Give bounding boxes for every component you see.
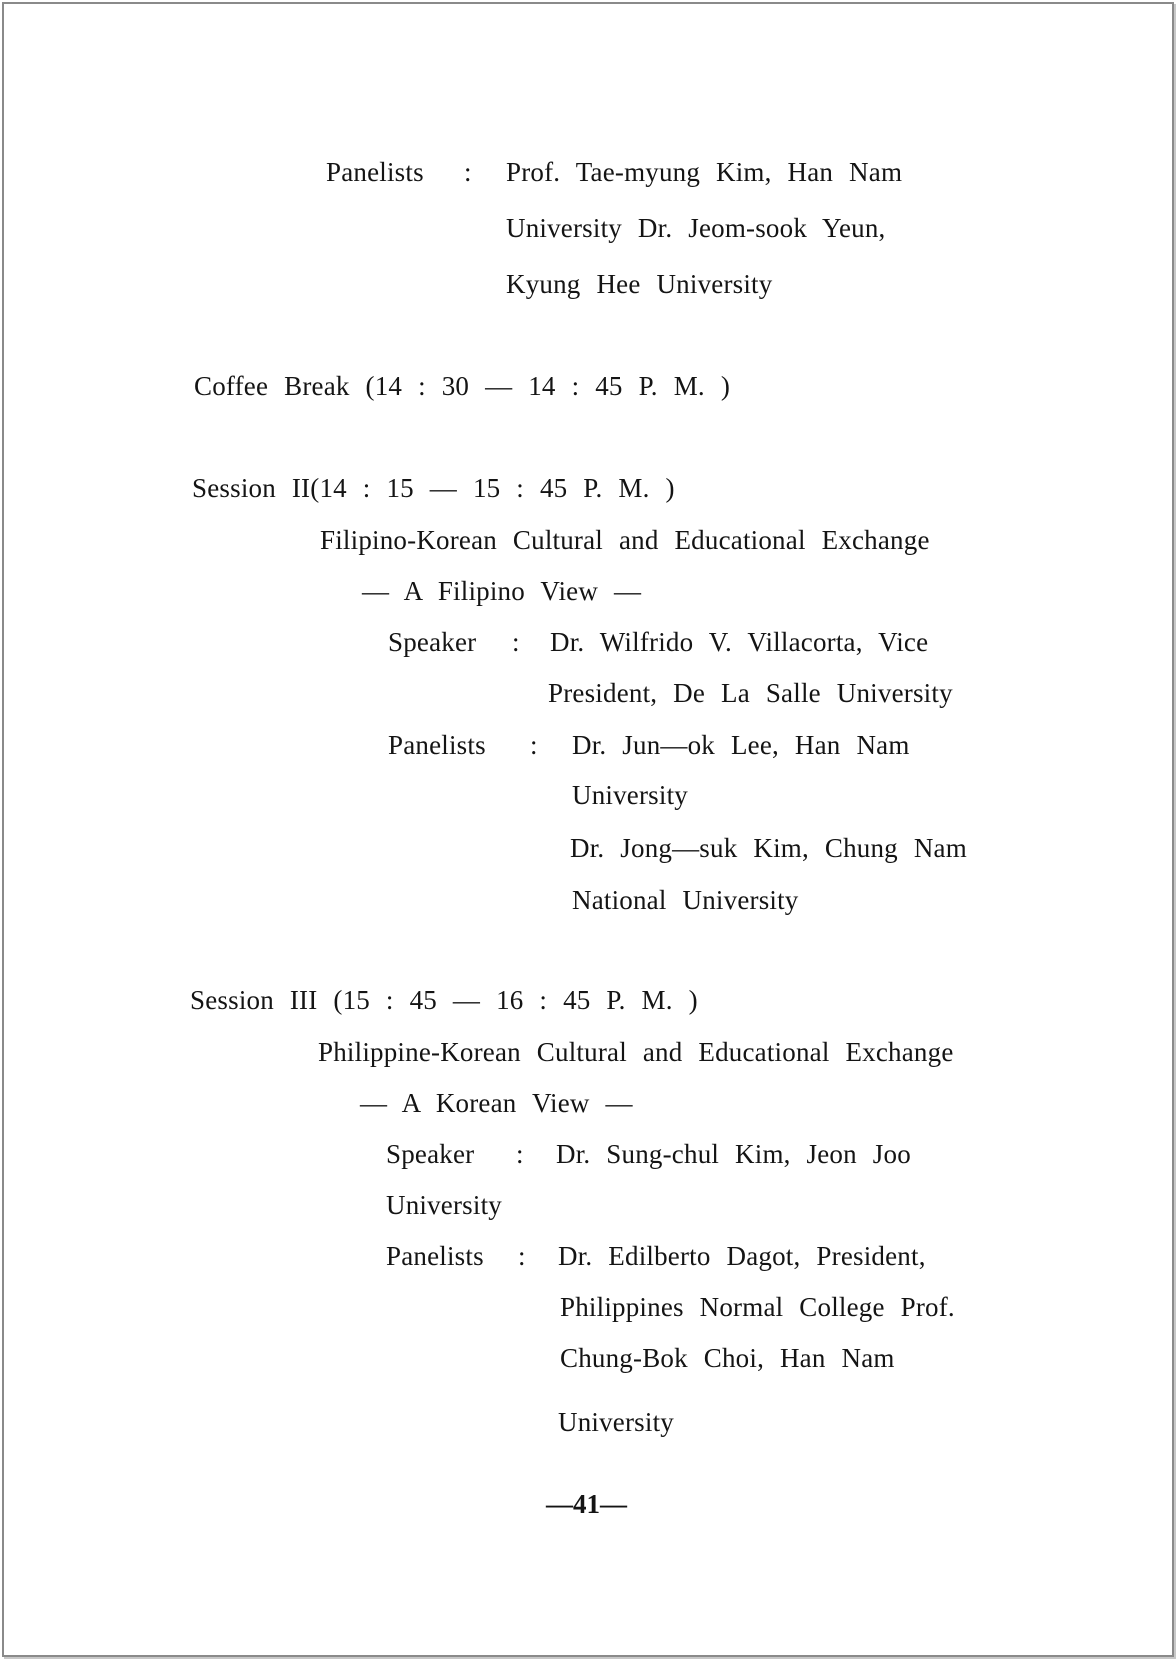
panelists-colon: :	[464, 157, 472, 187]
session-2-speaker-line: President, De La Salle University	[548, 678, 953, 708]
session-3-speaker-colon: :	[516, 1139, 524, 1169]
panelists-label: Panelists	[326, 157, 424, 187]
session-3-heading: Session III (15 : 45 — 16 : 45 P. M. )	[190, 985, 698, 1015]
session-3-panelists-label: Panelists	[386, 1241, 484, 1271]
session-3-panelist-line: University	[558, 1407, 674, 1437]
panelist-line: Kyung Hee University	[506, 269, 773, 299]
session-3-panelist-line: Dr. Edilberto Dagot, President,	[558, 1241, 926, 1271]
session-2-speaker-colon: :	[512, 627, 520, 657]
document-page	[2, 2, 1174, 1657]
coffee-break-line: Coffee Break (14 : 30 — 14 : 45 P. M. )	[194, 371, 731, 401]
session-3-panelist-line: Philippines Normal College Prof.	[560, 1292, 955, 1322]
session-3-title: Philippine-Korean Cultural and Educational Exchange	[318, 1037, 954, 1067]
session-2-panelist-line: Dr. Jun—ok Lee, Han Nam	[572, 730, 910, 760]
session-3-speaker-line: University	[386, 1190, 502, 1220]
session-3-panelists-colon: :	[518, 1241, 526, 1271]
session-2-panelist-line: Dr. Jong—suk Kim, Chung Nam	[570, 833, 967, 863]
session-3-speaker-label: Speaker	[386, 1139, 475, 1169]
session-2-title: Filipino-Korean Cultural and Educational Exchange	[320, 525, 930, 555]
session-2-panelists-label: Panelists	[388, 730, 486, 760]
page-number: —41—	[546, 1489, 627, 1519]
panelist-line: University Dr. Jeom-sook Yeun,	[506, 213, 886, 243]
session-2-speaker-label: Speaker	[388, 627, 477, 657]
session-2-heading: Session II(14 : 15 — 15 : 45 P. M. )	[192, 473, 675, 503]
session-3-subtitle: — A Korean View —	[360, 1088, 633, 1118]
session-2-speaker-line: Dr. Wilfrido V. Villacorta, Vice	[550, 627, 929, 657]
session-2-panelists-colon: :	[530, 730, 538, 760]
panelist-line: Prof. Tae-myung Kim, Han Nam	[506, 157, 903, 187]
session-2-subtitle: — A Filipino View —	[362, 576, 642, 606]
session-2-panelist-line: National University	[572, 885, 799, 915]
session-3-speaker-line: Dr. Sung-chul Kim, Jeon Joo	[556, 1139, 911, 1169]
session-3-panelist-line: Chung-Bok Choi, Han Nam	[560, 1343, 895, 1373]
session-2-panelist-line: University	[572, 780, 688, 810]
